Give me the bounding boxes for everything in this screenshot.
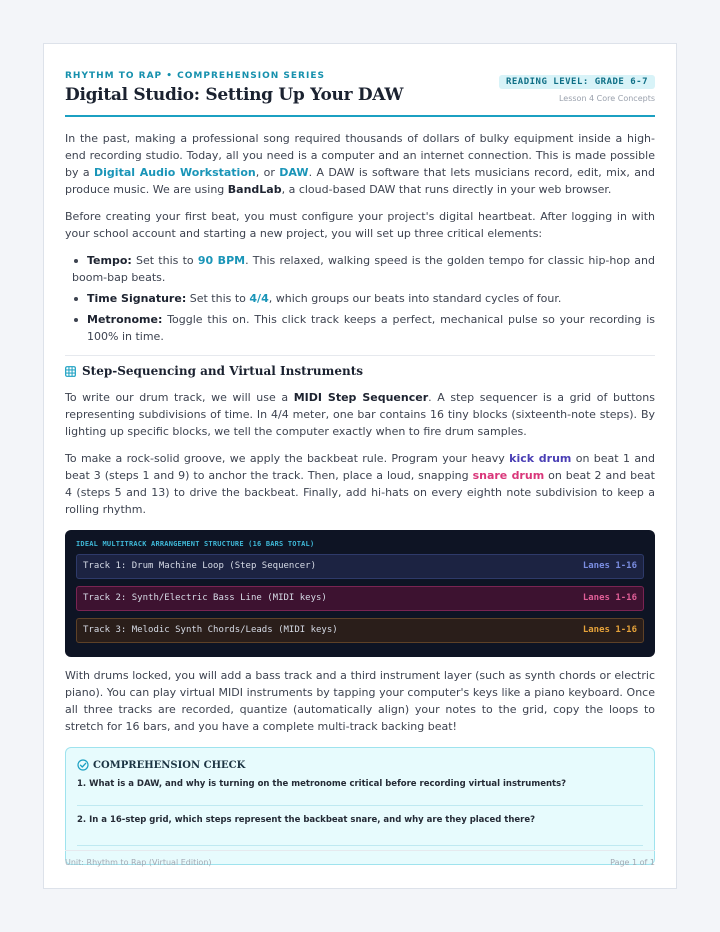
grid-icon bbox=[65, 366, 76, 377]
setup-list bbox=[65, 252, 655, 345]
item-text: Set this to bbox=[186, 292, 250, 305]
sequencer-paragraph bbox=[65, 389, 655, 440]
track-name: Track 2: Synth/Electric Bass Line (MIDI keys) bbox=[83, 593, 327, 603]
track-row-drums bbox=[76, 554, 644, 579]
list-item-time-signature bbox=[65, 290, 655, 307]
track-lanes: Lanes 1-16 bbox=[582, 561, 637, 571]
item-text: . This relaxed, walking speed is the golden tempo for classic hip-hop and boom-bap beats. bbox=[72, 254, 655, 284]
list-item-tempo bbox=[65, 252, 655, 286]
track-lanes: Lanes 1-16 bbox=[582, 593, 637, 603]
body-text: on beat 2 and beat 4 (steps 5 and 13) to drive the backbeat. Finally, add hi-hats on every eighth note subdivision to keep a rolling rhythm. bbox=[65, 469, 655, 516]
item-value: 90 BPM bbox=[197, 254, 246, 267]
page-number: Page 1 of 1 bbox=[610, 858, 655, 867]
daw-term: DAW bbox=[279, 166, 309, 179]
series-label: RHYTHM TO RAP • COMPREHENSION SERIES bbox=[65, 71, 325, 81]
answer-line-1[interactable] bbox=[77, 805, 643, 806]
item-text: , which groups our beats into standard cycles of four. bbox=[268, 292, 562, 305]
multitrack-label: IDEAL MULTITRACK ARRANGEMENT STRUCTURE (16 BARS TOTAL) bbox=[76, 540, 315, 548]
reading-level-badge: READING LEVEL: GRADE 6-7 bbox=[499, 75, 655, 89]
body-text: To make a rock-solid groove, we apply the backbeat rule. Program your heavy bbox=[65, 452, 510, 465]
item-value: 4/4 bbox=[249, 292, 269, 305]
track-lanes: Lanes 1-16 bbox=[582, 625, 637, 635]
intro-text: , or bbox=[255, 166, 280, 179]
page-footer bbox=[65, 850, 655, 867]
question-1: 1. What is a DAW, and why is turning on the metronome critical before recording virtual instruments? bbox=[77, 779, 567, 789]
check-heading bbox=[77, 758, 643, 772]
daw-full-term: Digital Audio Workstation bbox=[94, 166, 256, 179]
track-name: Track 1: Drum Machine Loop (Step Sequencer) bbox=[83, 561, 316, 571]
intro-text: . A DAW is software that lets musicians record, edit, mix, and produce music. We are using bbox=[65, 166, 655, 196]
backbeat-paragraph bbox=[65, 450, 655, 518]
intro-text: , a cloud-based DAW that runs directly in your web browser. bbox=[281, 183, 612, 196]
step-sequencer-term: MIDI Step Sequencer bbox=[293, 391, 429, 404]
check-title: COMPREHENSION CHECK bbox=[93, 759, 246, 771]
unit-label: Unit: Rhythm to Rap (Virtual Edition) bbox=[65, 858, 212, 867]
worksheet-page bbox=[43, 43, 677, 889]
section-divider bbox=[65, 355, 655, 356]
comprehension-check bbox=[65, 747, 655, 865]
kick-drum-term: kick drum bbox=[509, 452, 572, 465]
intro-paragraph bbox=[65, 130, 655, 198]
answer-line-2[interactable] bbox=[77, 845, 643, 846]
page-header bbox=[65, 44, 655, 117]
item-term: Tempo: bbox=[87, 254, 132, 267]
track-row-chords bbox=[76, 618, 644, 643]
body-text: To write our drum track, we will use a bbox=[65, 391, 294, 404]
page-title: Digital Studio: Setting Up Your DAW bbox=[65, 85, 404, 105]
lesson-label: Lesson 4 Core Concepts bbox=[558, 94, 655, 103]
list-item-metronome bbox=[65, 311, 655, 345]
multitrack-panel bbox=[65, 530, 655, 657]
track-name: Track 3: Melodic Synth Chords/Leads (MIDI keys) bbox=[83, 625, 338, 635]
section-title: Step-Sequencing and Virtual Instruments bbox=[82, 364, 364, 378]
closing-paragraph: With drums locked, you will add a bass track and a third instrument layer (such as synth chords or electric piano). You can play virtual MIDI instruments by tapping your computer's keys like a piano keyboard. Once all three tracks are recorded, quantize (automatically align) your notes to the grid, copy the loops to stretch for 16 bars, and you have a complete multi-track backing beat! bbox=[65, 669, 655, 733]
setup-paragraph: Before creating your first beat, you must configure your project's digital heartbeat. After logging in with your school account and starting a new project, you will set up three critical elements: bbox=[65, 210, 655, 240]
snare-drum-term: snare drum bbox=[472, 469, 545, 482]
item-term: Time Signature: bbox=[87, 292, 187, 305]
check-circle-icon bbox=[77, 759, 89, 771]
item-text: Toggle this on. This click track keeps a perfect, mechanical pulse so your recording is 100% in time. bbox=[87, 313, 655, 343]
body-text: . A step sequencer is a grid of buttons representing subdivisions of time. In 4/4 meter, one bar contains 16 tiny blocks (sixteenth-note steps). By lighting up specific blocks, we tell the computer exactly when to fire drum samples. bbox=[65, 391, 655, 438]
track-row-bass bbox=[76, 586, 644, 611]
section-heading bbox=[65, 363, 655, 379]
body-text: on beat 1 and beat 3 (steps 1 and 9) to anchor the track. Then, place a loud, snapping bbox=[65, 452, 656, 482]
item-text: Set this to bbox=[131, 254, 198, 267]
item-term: Metronome: bbox=[87, 313, 163, 326]
question-2: 2. In a 16-step grid, which steps represent the backbeat snare, and why are they placed there? bbox=[77, 815, 536, 825]
intro-text: In the past, making a professional song required thousands of dollars of bulky equipment inside a high-end recording studio. Today, all you need is a computer and an internet connection. This is made possible by a bbox=[65, 132, 655, 179]
bandlab-term: BandLab bbox=[227, 183, 282, 196]
